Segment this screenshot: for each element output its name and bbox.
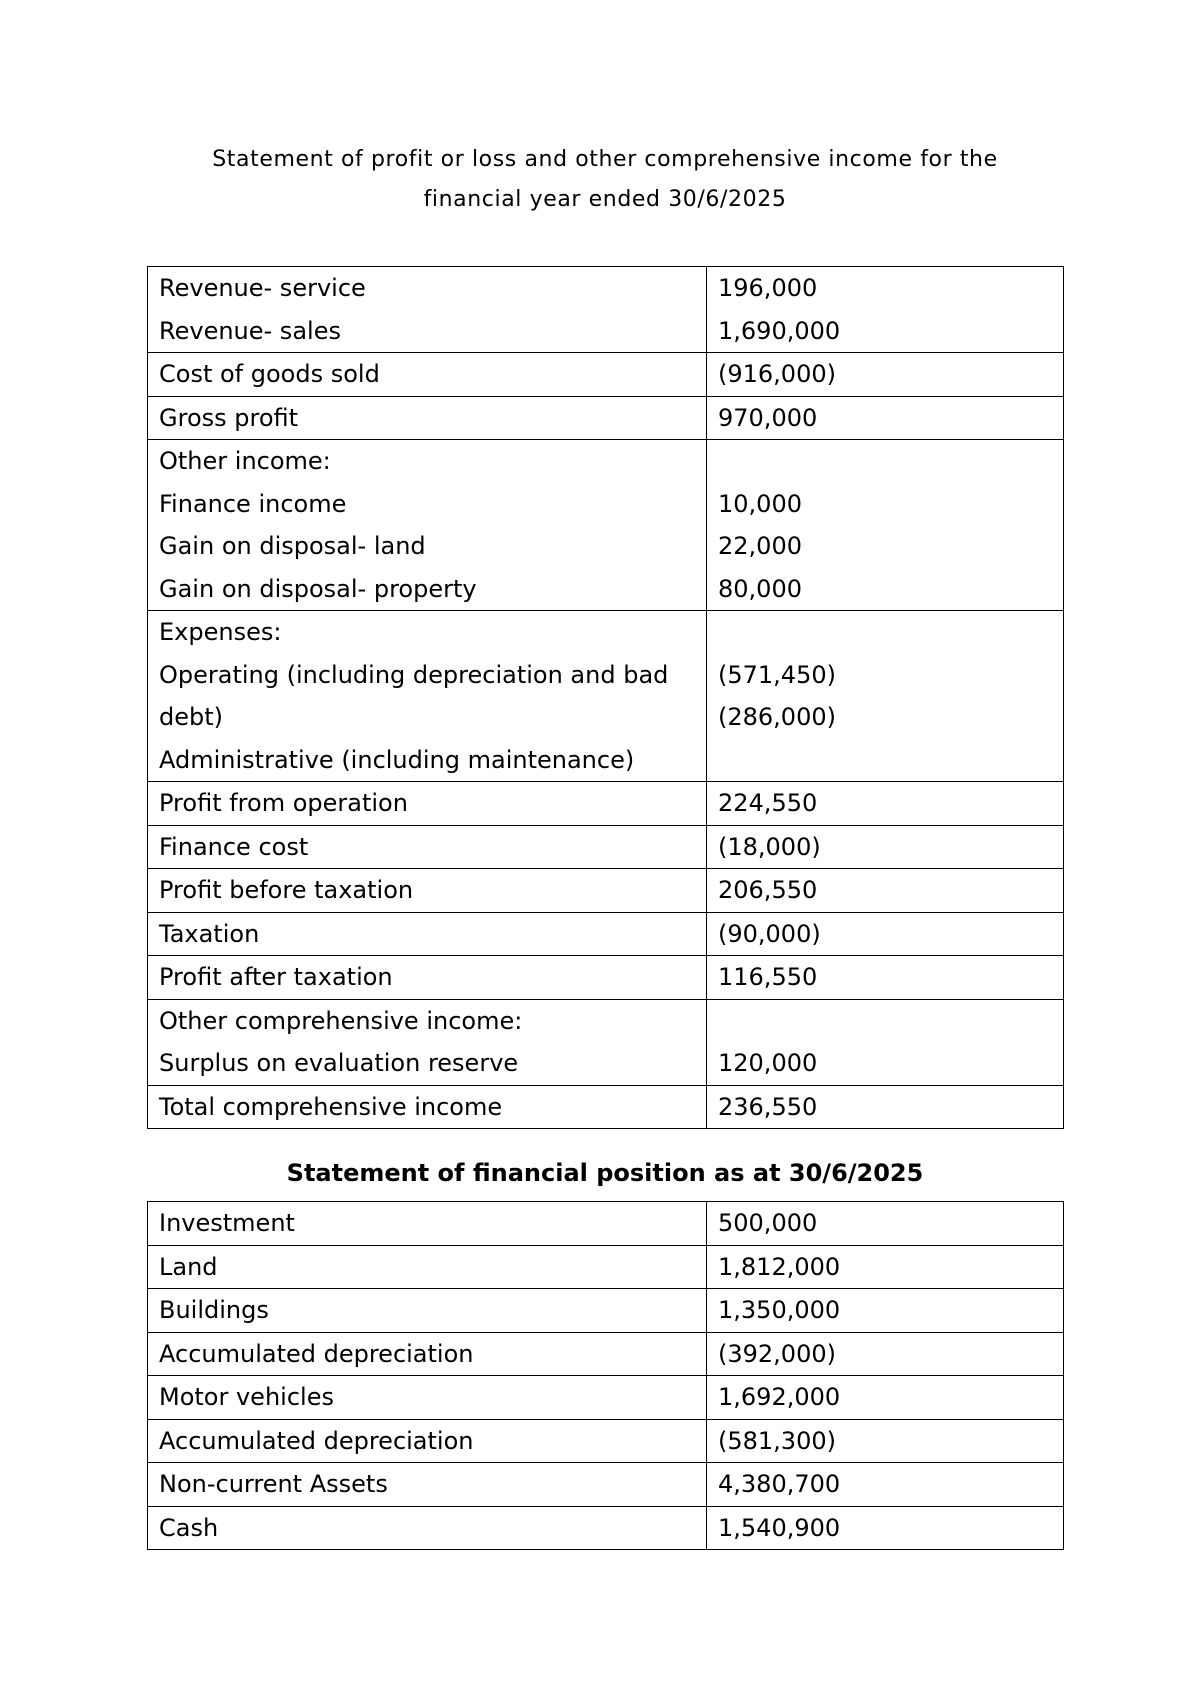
row-label: Investment — [148, 1202, 707, 1246]
oci-amounts-cell — [707, 999, 1064, 1085]
table-row — [148, 1289, 1064, 1333]
row-label: Operating (including depreciation and bad — [159, 660, 669, 689]
financial-position-title: Statement of financial position as at 30/6/2025 — [286, 1159, 924, 1187]
row-label: Non-current Assets — [148, 1463, 707, 1507]
row-amount: 196,000 — [718, 274, 818, 302]
other-income-amounts-cell — [707, 440, 1064, 611]
row-label: Total comprehensive income — [148, 1085, 707, 1129]
row-amount: 224,550 — [707, 782, 1064, 826]
row-label: Cost of goods sold — [148, 353, 707, 397]
table-row — [148, 1376, 1064, 1420]
profit-loss-title-line1: Statement of profit or loss and other comprehensive income for the — [212, 147, 998, 172]
row-label: Taxation — [148, 912, 707, 956]
row-amount: 80,000 — [718, 574, 802, 603]
row-label: Land — [148, 1245, 707, 1289]
row-label: Revenue- service — [159, 274, 366, 302]
row-amount: 1,692,000 — [707, 1376, 1064, 1420]
row-amount: (581,300) — [707, 1419, 1064, 1463]
row-amount: 970,000 — [707, 396, 1064, 440]
row-amount: 206,550 — [707, 869, 1064, 913]
row-label: Gain on disposal- land — [159, 532, 426, 560]
row-amount: 1,812,000 — [707, 1245, 1064, 1289]
table-row — [148, 999, 1064, 1085]
expenses-amounts-cell — [707, 611, 1064, 782]
spacer — [718, 440, 1063, 483]
table-row — [148, 1419, 1064, 1463]
row-amount: 500,000 — [707, 1202, 1064, 1246]
revenue-labels-cell — [148, 267, 707, 353]
table-row — [148, 1463, 1064, 1507]
row-amount: (571,450) — [718, 660, 836, 689]
row-label: Profit before taxation — [148, 869, 707, 913]
row-amount: 10,000 — [718, 489, 802, 518]
section-heading: Expenses: — [159, 618, 282, 646]
table-row — [148, 782, 1064, 826]
profit-loss-title — [0, 140, 1200, 220]
row-label: Motor vehicles — [148, 1376, 707, 1420]
table-row — [148, 1245, 1064, 1289]
table-row — [148, 611, 1064, 782]
spacer — [718, 1000, 1063, 1043]
table-row — [148, 1332, 1064, 1376]
row-label: Accumulated depreciation — [148, 1332, 707, 1376]
spacer — [718, 611, 1063, 654]
table-row — [148, 956, 1064, 1000]
row-amount: 1,350,000 — [707, 1289, 1064, 1333]
row-label: Profit after taxation — [148, 956, 707, 1000]
row-amount: (286,000) — [718, 703, 836, 731]
row-label: Revenue- sales — [159, 316, 341, 345]
table-row — [148, 1085, 1064, 1129]
profit-loss-table — [147, 266, 1064, 1129]
section-heading: Other income: — [159, 447, 331, 475]
row-label: Buildings — [148, 1289, 707, 1333]
row-amount: 120,000 — [718, 1049, 818, 1077]
other-income-labels-cell — [148, 440, 707, 611]
row-label: Surplus on evaluation reserve — [159, 1049, 519, 1077]
oci-labels-cell — [148, 999, 707, 1085]
table-row — [148, 825, 1064, 869]
row-label: debt) — [159, 703, 224, 731]
row-amount: 116,550 — [707, 956, 1064, 1000]
section-heading: Other comprehensive income: — [159, 1006, 523, 1035]
row-label: Gain on disposal- property — [159, 574, 477, 603]
row-amount: (392,000) — [707, 1332, 1064, 1376]
table-row — [148, 440, 1064, 611]
row-amount: 236,550 — [707, 1085, 1064, 1129]
row-label: Accumulated depreciation — [148, 1419, 707, 1463]
table-row — [148, 353, 1064, 397]
row-label: Cash — [148, 1506, 707, 1550]
row-amount: (90,000) — [707, 912, 1064, 956]
row-amount: 22,000 — [718, 532, 802, 560]
table-row — [148, 1506, 1064, 1550]
table-row — [148, 1202, 1064, 1246]
row-label: Administrative (including maintenance) — [159, 745, 635, 774]
row-label: Finance income — [159, 489, 347, 518]
table-row — [148, 912, 1064, 956]
row-amount: 1,540,900 — [707, 1506, 1064, 1550]
expenses-labels-cell — [148, 611, 707, 782]
row-amount: (916,000) — [707, 353, 1064, 397]
table-row — [148, 396, 1064, 440]
row-label: Profit from operation — [148, 782, 707, 826]
table-row — [148, 869, 1064, 913]
table-row — [148, 267, 1064, 353]
profit-loss-title-line2: financial year ended 30/6/2025 — [423, 187, 787, 212]
revenue-amounts-cell — [707, 267, 1064, 353]
row-label: Finance cost — [148, 825, 707, 869]
row-amount: 1,690,000 — [718, 316, 841, 345]
financial-position-table — [147, 1201, 1064, 1550]
row-amount: (18,000) — [707, 825, 1064, 869]
row-amount: 4,380,700 — [707, 1463, 1064, 1507]
row-label: Gross profit — [148, 396, 707, 440]
